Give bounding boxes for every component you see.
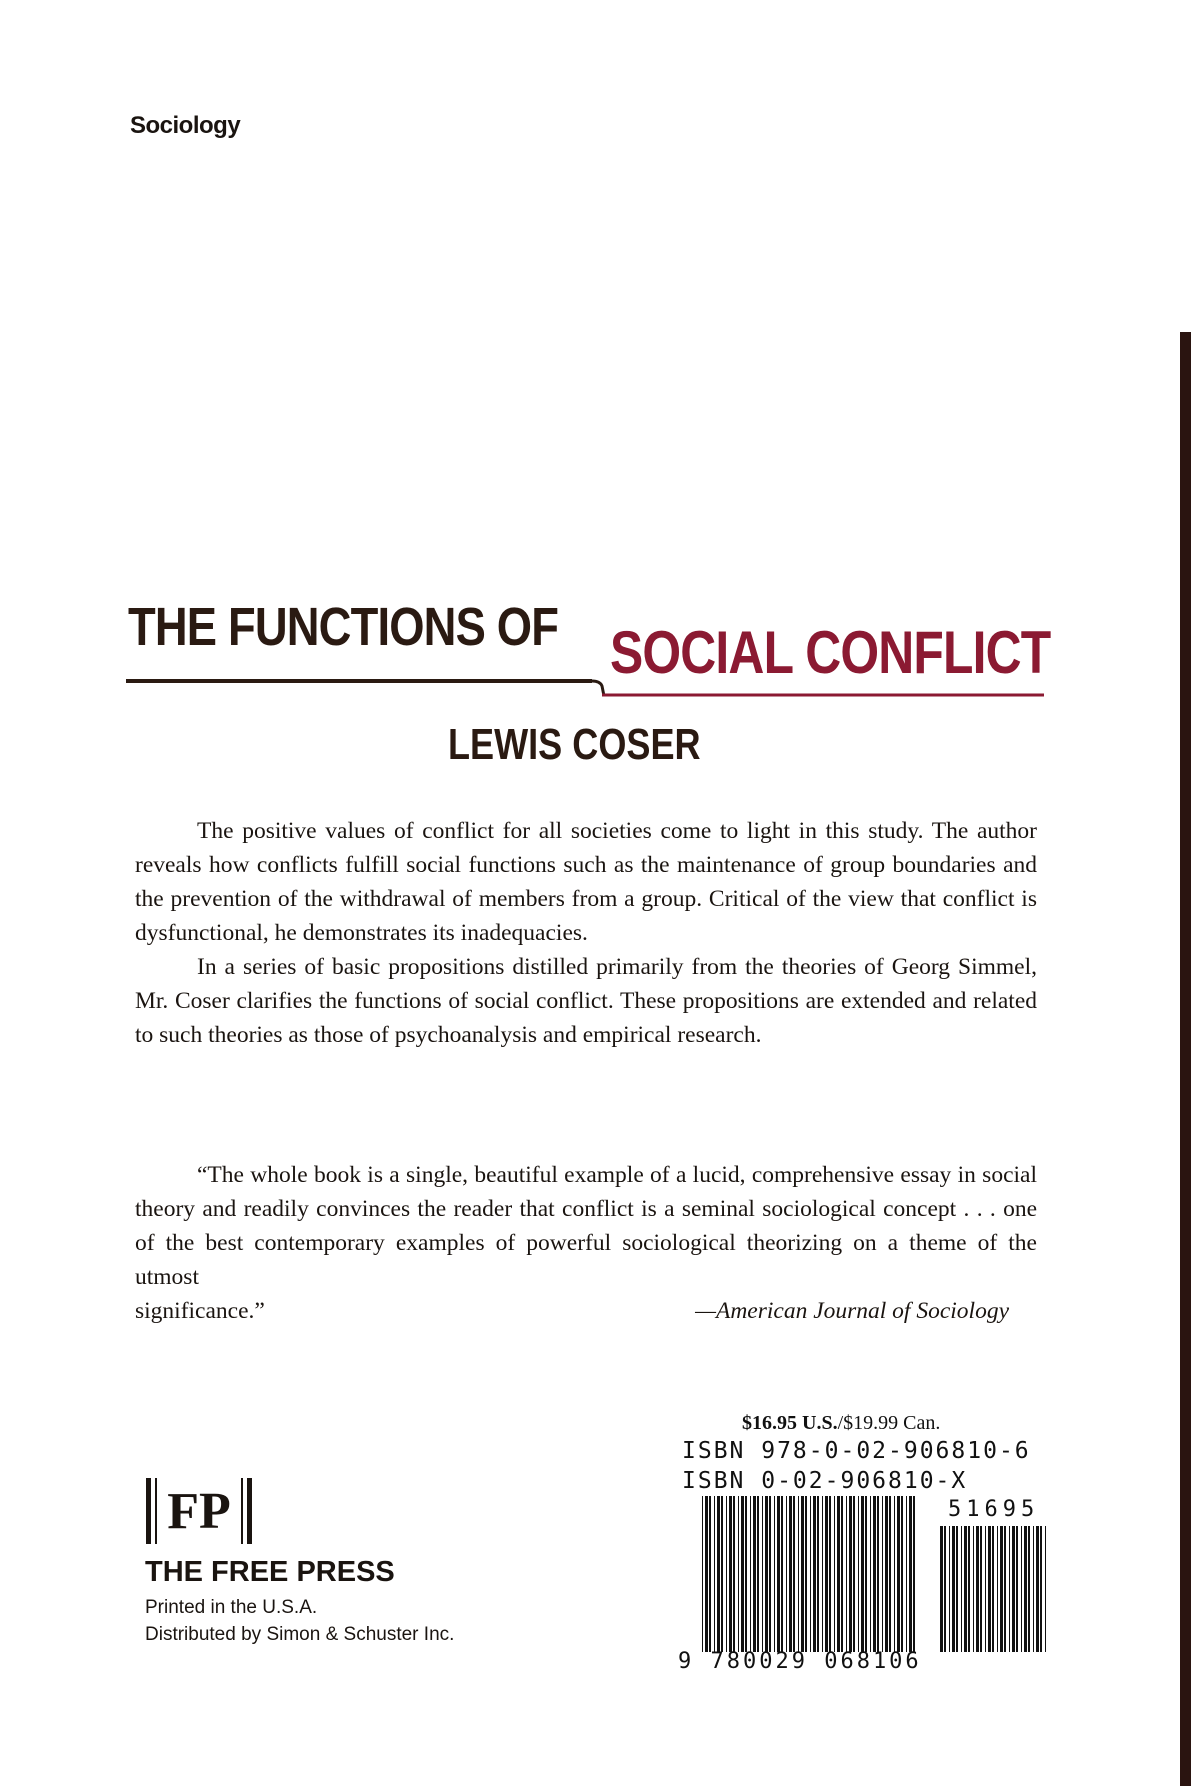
barcode-bar [805,1496,807,1652]
barcode-bar [786,1496,787,1652]
barcode-bar [769,1496,771,1652]
category-label: Sociology [130,112,241,139]
review-quote-ending [135,1294,1009,1328]
barcode-bar [777,1496,780,1652]
barcode-bar [940,1526,943,1652]
barcode-bar [985,1526,986,1652]
barcode-bar [714,1496,715,1652]
barcode-bar [901,1496,903,1652]
barcode-icon [670,1490,1054,1680]
barcode-bar [956,1526,958,1652]
blurb-text [135,814,1037,1052]
barcode-bar [913,1496,915,1652]
barcode-bar [961,1526,962,1652]
barcode-bar [709,1496,711,1652]
barcode-bar [885,1496,888,1652]
barcode-bar [729,1496,732,1652]
barcode-bar [997,1526,998,1652]
barcode-bar [774,1496,775,1652]
addon-digits: 51695 [948,1497,1040,1522]
barcode-bar [949,1526,950,1652]
author-name: LEWIS COSER [448,720,701,769]
barcode-bar [1016,1526,1018,1652]
distributor: Distributed by Simon & Schuster Inc. [145,1624,455,1645]
barcode-bar [1028,1526,1030,1652]
us-price: $16.95 U.S. [742,1412,838,1434]
barcode-bar [837,1496,840,1652]
barcode-bar [817,1496,819,1652]
barcode-bar [882,1496,883,1652]
barcode-bar [906,1496,907,1652]
isbn-10: ISBN 0-02-906810-X [682,1468,968,1494]
barcode-bar [861,1496,864,1652]
barcode-bar [753,1496,756,1652]
barcode-bar [1036,1526,1039,1652]
title-part-2: SOCIAL CONFLICT [610,619,1051,686]
review-source: —American Journal of Sociology [695,1298,1009,1324]
barcode-bar [741,1496,744,1652]
barcode-bar [738,1496,739,1652]
publisher-name: THE FREE PRESS [145,1556,395,1588]
barcode-bar [909,1496,912,1652]
title-part-1: THE FUNCTIONS OF [128,597,559,657]
barcode-bar [976,1526,979,1652]
barcode-bar [765,1496,768,1652]
barcode-bar [858,1496,859,1652]
barcode-bar [745,1496,747,1652]
barcode-bar [793,1496,795,1652]
price-label [742,1412,940,1435]
barcode-bar [733,1496,735,1652]
barcode-bar [1033,1526,1034,1652]
blurb-paragraph: The positive values of conflict for all societies come to light in this study. The author reveals how conflicts fulfill social functions such as the maintenance of group boundaries and the prevention of the withdrawal of members from a group. Critical of the view that conflict is dysfunctional, he demonstrates its inadequacies. [135,818,1037,946]
barcode-bar [789,1496,792,1652]
barcode-bar [870,1496,871,1652]
barcode-bar [702,1496,703,1652]
spine-edge [1180,332,1191,1786]
barcode-bar [944,1526,946,1652]
review-quote-end: significance.” [135,1298,265,1324]
barcode-bar [798,1496,799,1652]
barcode-bar [829,1496,831,1652]
barcode-bar [1021,1526,1022,1652]
barcode-bar [1000,1526,1003,1652]
review-quote-text: “The whole book is a single, beautiful example of a lucid, comprehensive essay in social theory and readily convinces the reader that conflict is a seminal sociological concept . . . one of the best contemporary examples of powerful sociological theorizing on a theme of the utmost [135,1162,1037,1290]
barcode-bar [973,1526,974,1652]
barcode-bar [897,1496,900,1652]
logo-letters: FP [167,1483,231,1540]
barcode-bar [853,1496,855,1652]
barcode-bar [894,1496,895,1652]
barcode-bar [813,1496,816,1652]
barcode-bar [968,1526,970,1652]
free-press-logo-icon [145,1476,255,1546]
can-price: /$19.99 Can. [837,1412,941,1434]
barcode-bar [726,1496,727,1652]
barcode-bar [952,1526,955,1652]
barcode-bar [750,1496,751,1652]
barcode-bar [889,1496,891,1652]
barcode-bar [877,1496,879,1652]
barcode-bar [705,1496,708,1652]
barcode-bar [988,1526,991,1652]
barcode-bar [717,1496,720,1652]
barcode-bar [841,1496,843,1652]
barcode-bar [865,1496,867,1652]
barcode-bar [1045,1526,1046,1652]
barcode-bar [801,1496,804,1652]
barcode-bar [980,1526,982,1652]
barcode-bar [781,1496,783,1652]
barcode-bar [721,1496,723,1652]
barcode-bar [834,1496,835,1652]
barcode-digits: 9 780029 068106 [678,1649,922,1674]
barcode-bar [1024,1526,1027,1652]
review-quote [135,1158,1037,1294]
barcode-bar [873,1496,876,1652]
barcode-bar [1040,1526,1042,1652]
barcode-bar [1009,1526,1010,1652]
barcode-bar [762,1496,763,1652]
barcode-bar [810,1496,811,1652]
barcode-bar [1004,1526,1006,1652]
printed-in: Printed in the U.S.A. [145,1597,318,1618]
title-underline [126,676,1046,700]
blurb-paragraph: In a series of basic propositions distilled primarily from the theories of Georg Simmel, Mr. Coser clarifies the functions of social conflict. These propositions are extended and related to such theories as those of psychoanalysis and empirical research. [135,954,1037,1048]
isbn-13: ISBN 978-0-02-906810-6 [682,1438,1031,1464]
barcode-bar [1012,1526,1015,1652]
barcode-bar [849,1496,852,1652]
barcode-bar [846,1496,847,1652]
barcode-bar [757,1496,759,1652]
barcode-bar [992,1526,994,1652]
barcode-bar [822,1496,823,1652]
barcode-bar [964,1526,967,1652]
barcode-bar [825,1496,828,1652]
